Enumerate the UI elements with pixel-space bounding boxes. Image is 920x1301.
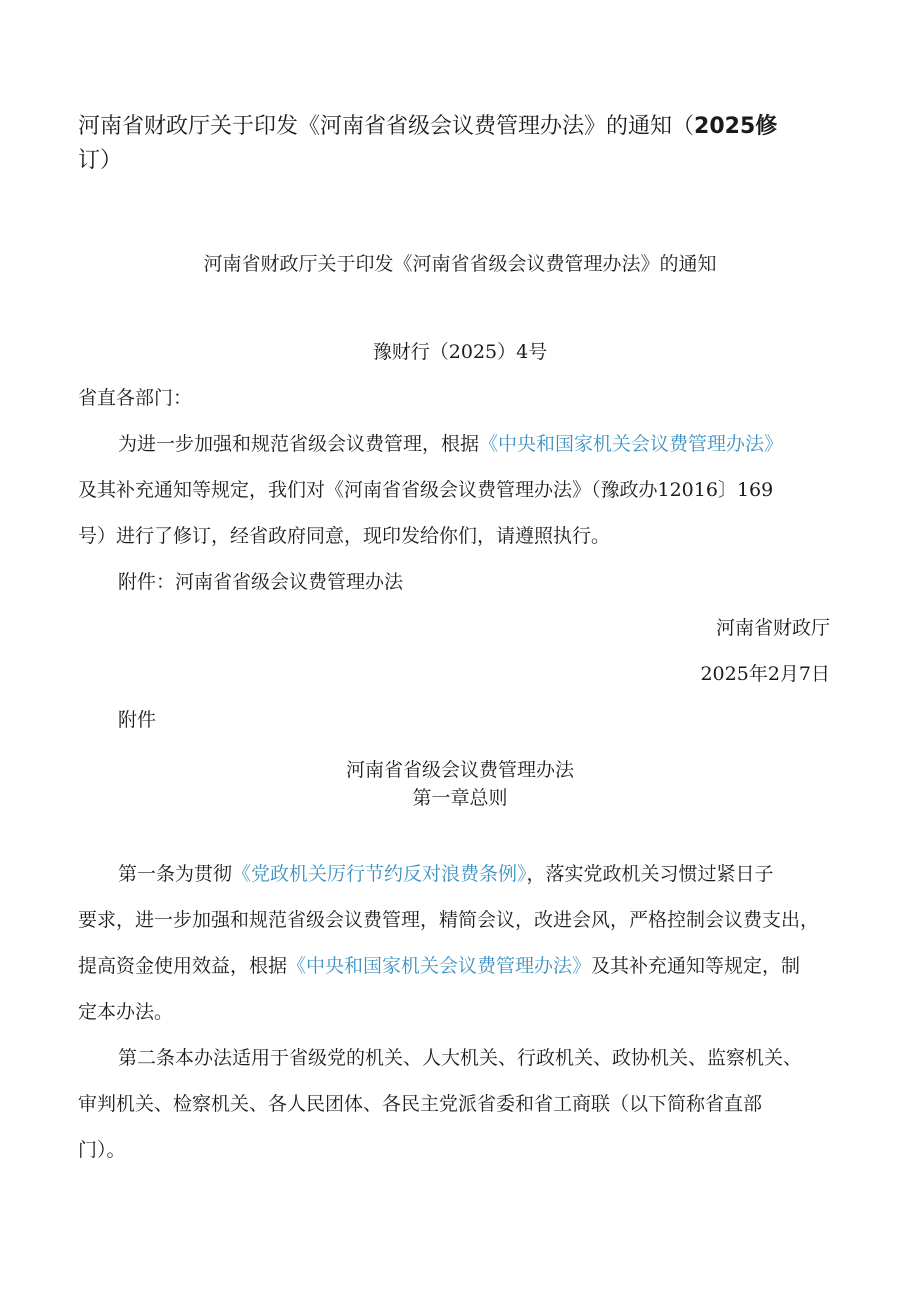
page-title-line2: 订） bbox=[78, 148, 123, 173]
document-number: 豫财行（2025）4号 bbox=[372, 341, 548, 363]
party-regulation-link[interactable]: 《党政机关厉行节约反对浪费条例》 bbox=[232, 863, 527, 885]
page-title-year: 2025修 bbox=[694, 114, 778, 139]
notice-heading: 河南省财政厅关于印发《河南省省级会议费管理办法》的通知 bbox=[203, 253, 717, 275]
paragraph-1-line-2: 及其补充通知等规定，我们对《河南省省级会议费管理办法》（豫政办12016〕169 bbox=[78, 479, 774, 501]
attachment-label: 附件 bbox=[118, 709, 157, 731]
central-regulation-link[interactable]: 《中央和国家机关会议费管理办法》 bbox=[479, 433, 784, 455]
article-1-line-3-post: 及其补充通知等规定，制 bbox=[591, 955, 801, 977]
article-1-line-3 bbox=[78, 952, 800, 980]
attachment-reference: 附件：河南省省级会议费管理办法 bbox=[118, 571, 404, 593]
article-1-text: 第一条为贯彻 bbox=[118, 863, 233, 885]
paragraph-1-text: 为进一步加强和规范省级会议费管理，根据 bbox=[118, 433, 480, 455]
page-title-text: 河南省财政厅关于印发《河南省省级会议费管理办法》的通知（ bbox=[78, 114, 695, 139]
article-2-line-3: 门）。 bbox=[78, 1139, 126, 1161]
addressee: 省直各部门： bbox=[78, 387, 193, 409]
paragraph-1-line-1 bbox=[118, 430, 783, 458]
paragraph-1-line-3: 号）进行了修订，经省政府同意，现印发给你们，请遵照执行。 bbox=[78, 525, 611, 547]
attachment-title: 河南省省级会议费管理办法 bbox=[345, 759, 574, 781]
article-2-line-1: 第二条本办法适用于省级党的机关、人大机关、行政机关、政协机关、监察机关、 bbox=[118, 1047, 803, 1069]
article-1-line-2: 要求，进一步加强和规范省级会议费管理，精简会议，改进会风，严格控制会议费支出， bbox=[78, 909, 820, 931]
article-2-line-2: 审判机关、检察机关、各人民团体、各民主党派省委和省工商联（以下简称省直部 bbox=[78, 1093, 763, 1115]
article-1-text-post: ，落实党政机关习惯过紧日子 bbox=[526, 863, 774, 885]
article-1-line-4: 定本办法。 bbox=[78, 1001, 174, 1023]
page-title bbox=[78, 110, 777, 144]
article-1-line-3-text: 提高资金使用效益，根据 bbox=[78, 955, 288, 977]
chapter-heading: 第一章总则 bbox=[412, 787, 508, 809]
issue-date: 2025年2月7日 bbox=[700, 663, 830, 685]
issuer-signature: 河南省财政厅 bbox=[715, 617, 830, 639]
article-1-line-1 bbox=[118, 860, 774, 888]
central-regulation-link-2[interactable]: 《中央和国家机关会议费管理办法》 bbox=[287, 955, 592, 977]
